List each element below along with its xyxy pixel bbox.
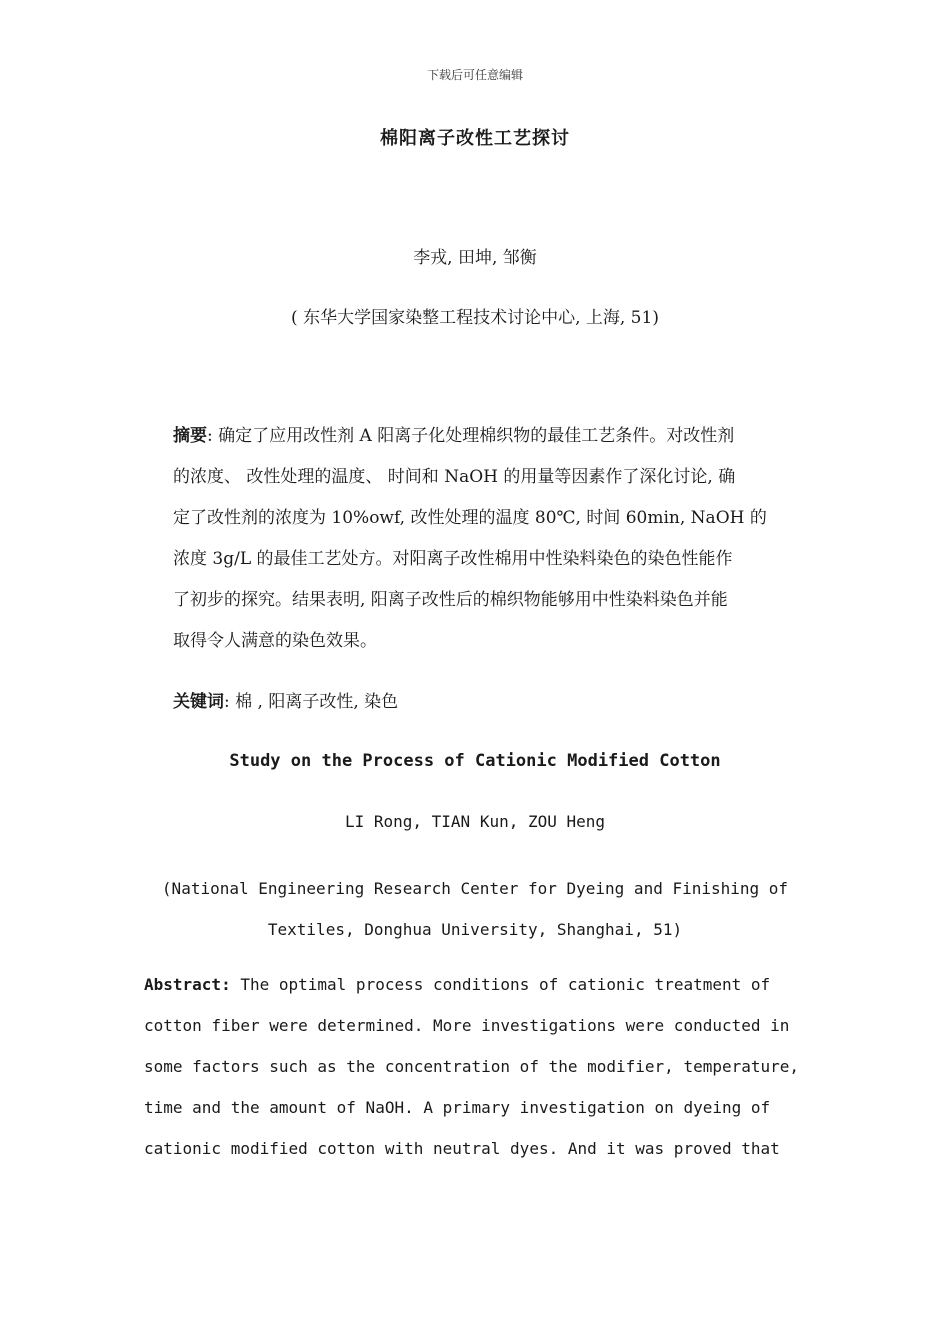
keywords-cn-label: 关键词 <box>173 692 224 712</box>
english-title: Study on the Process of Cationic Modified Cotton <box>229 751 721 771</box>
abstract-cn-line: 摘要: 确定了应用改性剂 A 阳离子化处理棉织物的最佳工艺条件。对改性剂 <box>173 426 735 446</box>
english-abstract-label: Abstract: <box>144 975 231 994</box>
authors: 李戎, 田坤, 邹衡 <box>413 248 537 268</box>
english-abstract <box>144 964 824 1169</box>
abstract-cn-line: 定了改性剂的浓度为 10%owf, 改性处理的温度 80℃, 时间 60min, NaOH 的 <box>173 508 767 528</box>
english-affiliation-line: (National Engineering Research Center for Dyeing and Finishing of <box>161 879 789 898</box>
keywords-cn-text: : 棉 , 阳离子改性, 染色 <box>224 692 399 712</box>
header-note: 下载后可任意编辑 <box>426 68 523 82</box>
abstract-cn-line: 取得令人满意的染色效果。 <box>173 631 377 651</box>
english-affiliation-line: Textiles, Donghua University, Shanghai, 51) <box>267 920 683 939</box>
affiliation: ( 东华大学国家染整工程技术讨论中心, 上海, 51) <box>291 308 659 328</box>
keywords-cn <box>173 682 813 723</box>
paper-title: 棉阳离子改性工艺探讨 <box>380 128 570 149</box>
english-abstract-line: some factors such as the concentration of the modifier, temperature, <box>144 1057 800 1076</box>
english-abstract-line: cotton fiber were determined. More investigations were conducted in <box>144 1016 790 1035</box>
english-abstract-line: cationic modified cotton with neutral dyes. And it was proved that <box>144 1139 780 1158</box>
english-abstract-line: Abstract: The optimal process conditions of cationic treatment of <box>144 975 771 994</box>
abstract-cn-line: 的浓度、 改性处理的温度、 时间和 NaOH 的用量等因素作了深化讨论, 确 <box>173 467 736 487</box>
abstract-cn <box>173 416 813 662</box>
english-authors: LI Rong, TIAN Kun, ZOU Heng <box>344 812 606 831</box>
english-abstract-line: time and the amount of NaOH. A primary investigation on dyeing of <box>144 1098 771 1117</box>
abstract-cn-label: 摘要 <box>173 426 207 446</box>
abstract-cn-line: 了初步的探究。结果表明, 阳离子改性后的棉织物能够用中性染料染色并能 <box>173 590 728 610</box>
abstract-cn-line: 浓度 3g/L 的最佳工艺处方。对阳离子改性棉用中性染料染色的染色性能作 <box>173 549 733 569</box>
english-affiliation <box>0 868 950 950</box>
